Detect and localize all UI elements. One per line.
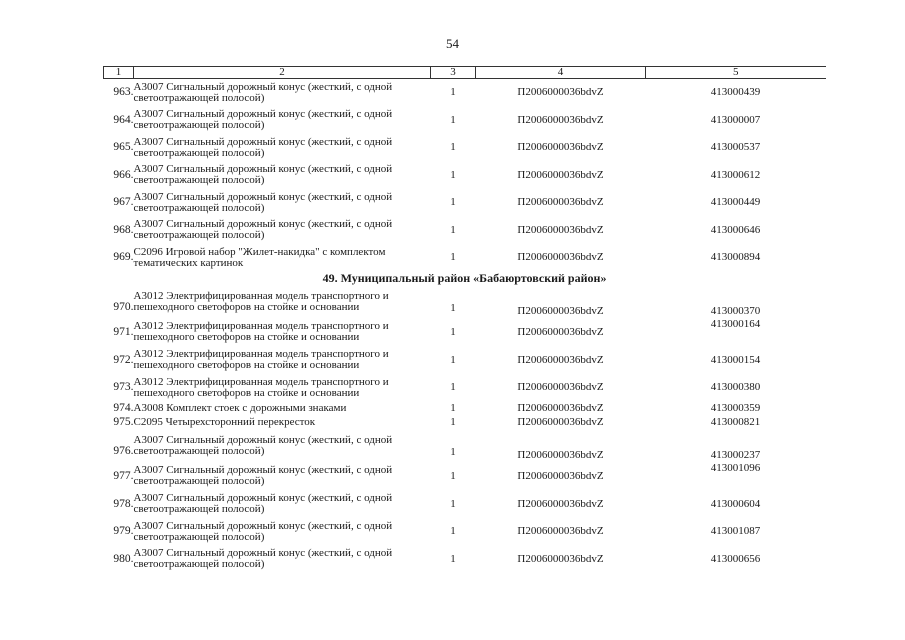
table-row: [104, 546, 826, 574]
item-name: А3012 Электрифицированная модель транспортного и пешеходного светофоров на стойке и основании: [133, 375, 389, 399]
item-quantity: 1: [450, 302, 456, 314]
item-name: А3012 Электрифицированная модель транспортного и пешеходного светофоров на стойке и основании: [133, 320, 389, 344]
table-row: [104, 462, 826, 491]
inventory-number: 413001087: [710, 525, 761, 538]
inventory-number: 413001096: [710, 462, 761, 474]
inventory-number: 413000537: [710, 141, 761, 154]
item-name: А3007 Сигнальный дорожный конус (жесткий, с одной светоотражающей полосой): [133, 433, 393, 457]
item-quantity: 1: [450, 552, 456, 565]
item-code: П2006000036bdvZ: [517, 251, 604, 264]
item-code: П2006000036bdvZ: [517, 86, 604, 99]
row-number: 963.: [113, 86, 134, 99]
inventory-number: 413000380: [710, 381, 761, 394]
inventory-number: 413000164: [710, 318, 761, 330]
item-name: А3007 Сигнальный дорожный конус (жесткий, с одной светоотражающей полосой): [133, 190, 393, 214]
row-number: 977.: [113, 469, 134, 482]
item-name: А3007 Сигнальный дорожный конус (жесткий, с одной светоотражающей полосой): [133, 492, 393, 516]
item-name: А3007 Сигнальный дорожный конус (жесткий, с одной светоотражающей полосой): [133, 547, 393, 571]
inventory-number: 413000154: [710, 353, 761, 366]
item-quantity: 1: [450, 402, 456, 414]
item-name: А3012 Электрифицированная модель транспортного и пешеходного светофоров на стойке и основании: [133, 348, 389, 372]
table-row: [104, 79, 826, 107]
item-name: А3007 Сигнальный дорожный конус (жесткий, с одной светоотражающей полосой): [133, 218, 393, 242]
item-quantity: 1: [450, 168, 456, 181]
row-number: 966.: [113, 168, 134, 181]
item-quantity: 1: [450, 497, 456, 510]
table-row: [104, 491, 826, 519]
table-header-row: [104, 67, 826, 79]
table-row: [104, 189, 826, 217]
table-row: [104, 107, 826, 135]
inventory-number: 413000821: [710, 416, 761, 428]
item-quantity: 1: [450, 196, 456, 209]
item-name: А3012 Электрифицированная модель транспортного и пешеходного светофоров на стойке и основании: [133, 289, 389, 313]
column-header: 4: [476, 67, 646, 79]
row-number: 979.: [113, 525, 134, 538]
table-row: [104, 318, 826, 347]
column-header: 1: [104, 67, 134, 79]
row-number: 968.: [113, 223, 134, 236]
item-code: П2006000036bdvZ: [517, 449, 604, 461]
item-name: С2095 Четырехсторонний перекресток: [133, 416, 316, 428]
table-row: [104, 217, 826, 245]
item-code: П2006000036bdvZ: [517, 196, 604, 209]
item-quantity: 1: [450, 353, 456, 366]
item-name: А3008 Комплект стоек с дорожными знаками: [133, 402, 347, 414]
column-header: 5: [646, 67, 826, 79]
item-code: П2006000036bdvZ: [517, 469, 604, 482]
inventory-number: 413000612: [710, 168, 761, 181]
item-quantity: 1: [450, 251, 456, 264]
table-row: [104, 430, 826, 463]
item-name: А3007 Сигнальный дорожный конус (жесткий, с одной светоотражающей полосой): [133, 108, 393, 132]
item-quantity: 1: [450, 469, 456, 482]
inventory-number: 413000237: [710, 449, 761, 461]
row-number: 980.: [113, 552, 134, 565]
item-name: А3007 Сигнальный дорожный конус (жесткий, с одной светоотражающей полосой): [133, 519, 393, 543]
section-title: 49. Муниципальный район «Бабаюртовский район»: [322, 271, 607, 285]
row-number: 964.: [113, 113, 134, 126]
item-quantity: 1: [450, 525, 456, 538]
row-number: 967.: [113, 196, 134, 209]
inventory-number: 413000449: [710, 196, 761, 209]
item-code: П2006000036bdvZ: [517, 525, 604, 538]
item-code: П2006000036bdvZ: [517, 325, 604, 338]
table-row: [104, 416, 826, 430]
row-number: 971.: [113, 325, 134, 338]
item-name: А3007 Сигнальный дорожный конус (жесткий, с одной светоотражающей полосой): [133, 135, 393, 159]
item-quantity: 1: [450, 416, 456, 428]
column-header: 2: [134, 67, 431, 79]
inventory-number: 413000894: [710, 251, 761, 264]
item-code: П2006000036bdvZ: [517, 353, 604, 366]
table-row: [104, 162, 826, 190]
item-quantity: 1: [450, 381, 456, 394]
item-name: А3007 Сигнальный дорожный конус (жесткий, с одной светоотражающей полосой): [133, 80, 393, 104]
item-code: П2006000036bdvZ: [517, 497, 604, 510]
section-row: [104, 272, 826, 286]
item-code: П2006000036bdvZ: [517, 416, 604, 428]
item-name: С2096 Игровой набор "Жилет-накидка" с комплектом тематических картинок: [133, 245, 386, 269]
item-code: П2006000036bdvZ: [517, 402, 604, 414]
inventory-number: 413000646: [710, 223, 761, 236]
item-code: П2006000036bdvZ: [517, 113, 604, 126]
row-number: 965.: [113, 141, 134, 154]
row-number: 973.: [113, 381, 134, 394]
inventory-number: 413000656: [710, 552, 761, 565]
item-quantity: 1: [450, 113, 456, 126]
item-code: П2006000036bdvZ: [517, 305, 604, 317]
inventory-number: 413000007: [710, 113, 761, 126]
inventory-number: 413000439: [710, 86, 761, 99]
item-code: П2006000036bdvZ: [517, 141, 604, 154]
inventory-table: [103, 66, 826, 573]
row-number: 976.: [113, 445, 134, 457]
table-row: [104, 244, 826, 272]
item-code: П2006000036bdvZ: [517, 223, 604, 236]
row-number: 978.: [113, 497, 134, 510]
item-code: П2006000036bdvZ: [517, 168, 604, 181]
inventory-number: 413000359: [710, 402, 761, 414]
item-quantity: 1: [450, 446, 456, 458]
table-row: [104, 286, 826, 319]
table-row: [104, 402, 826, 416]
table-row: [104, 347, 826, 375]
row-number: 972.: [113, 353, 134, 366]
item-quantity: 1: [450, 141, 456, 154]
row-number: 970.: [113, 301, 134, 313]
item-code: П2006000036bdvZ: [517, 552, 604, 565]
row-number: 974.: [113, 402, 134, 414]
table-row: [104, 374, 826, 402]
item-name: А3007 Сигнальный дорожный конус (жесткий, с одной светоотражающей полосой): [133, 163, 393, 187]
row-number: 969.: [113, 251, 134, 264]
item-name: А3007 Сигнальный дорожный конус (жесткий, с одной светоотражающей полосой): [133, 464, 393, 488]
item-quantity: 1: [450, 325, 456, 338]
page-number: 54: [446, 36, 459, 51]
inventory-number: 413000370: [710, 305, 761, 317]
item-quantity: 1: [450, 86, 456, 99]
table-row: [104, 518, 826, 546]
row-number: 975.: [113, 416, 134, 428]
table-row: [104, 134, 826, 162]
column-header: 3: [431, 67, 476, 79]
inventory-number: 413000604: [710, 497, 761, 510]
item-quantity: 1: [450, 223, 456, 236]
item-code: П2006000036bdvZ: [517, 381, 604, 394]
